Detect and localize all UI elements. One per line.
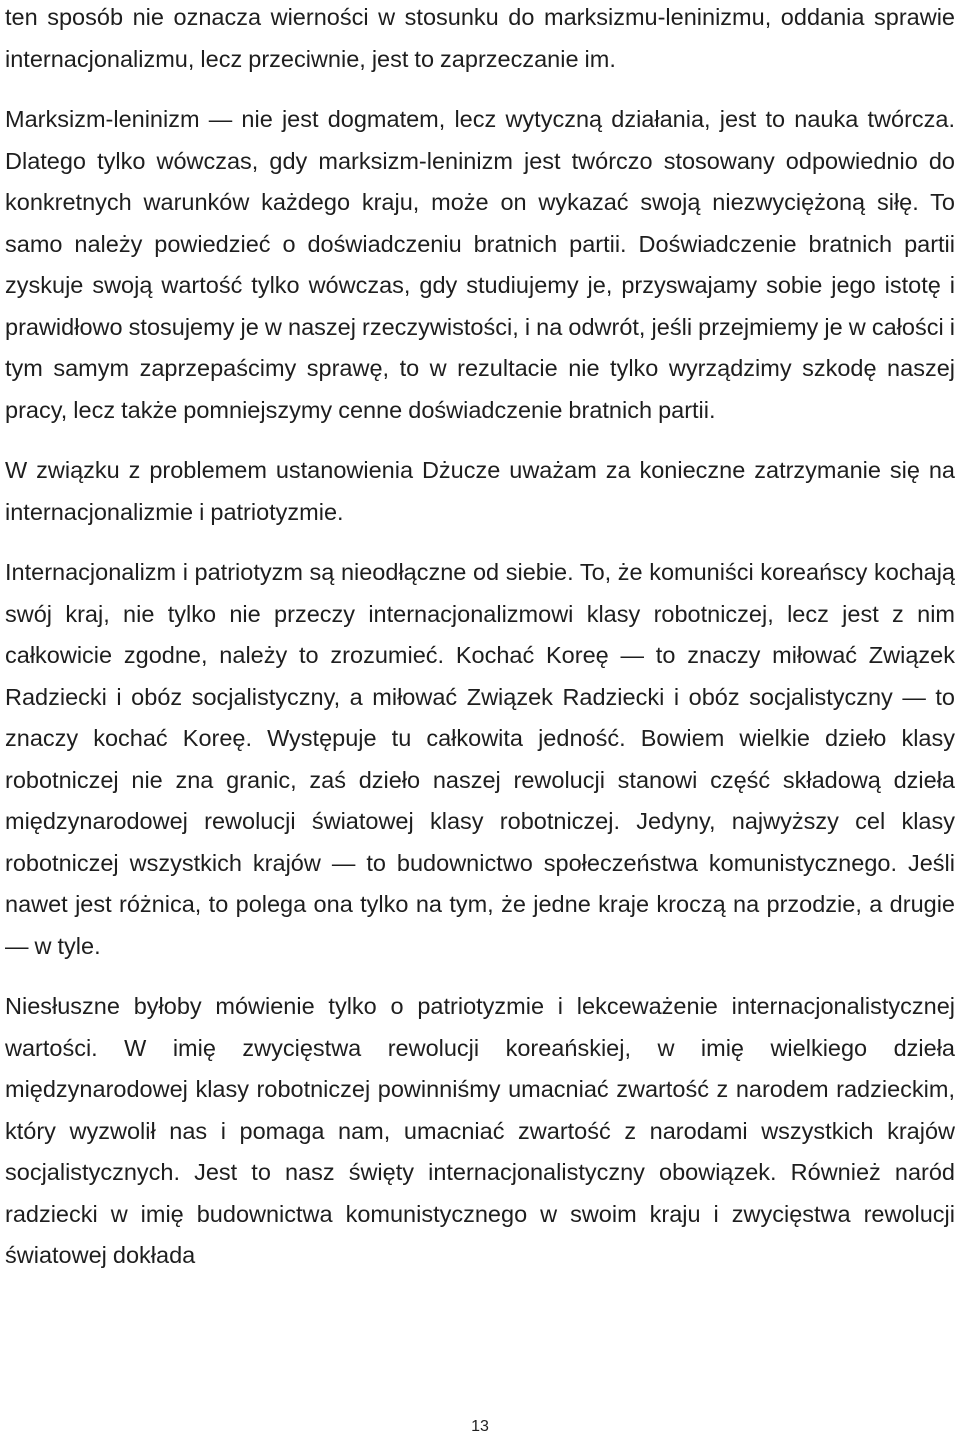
paragraph-5: Niesłuszne byłoby mówienie tylko o patriotyzmie i lekceważenie internacjonalistycznej wartości. W imię zwycięstwa rewolucji koreańskiej, w imię wielkiego dzieła międzynarodowej klasy robotniczej powinniśmy umacniać zwartość z narodem radzieckim, który wyzwolił nas i pomaga nam, umacniać zwartość z narodami wszystkich krajów socjalistycznych. Jest to nasz święty internacjonalistyczny obowiązek. Również naród radziecki w imię budownictwa komunistycznego w swoim kraju i zwycięstwa rewolucji światowej dokłada [5,993,955,1268]
body-text [5,0,955,1277]
paragraph-1: ten sposób nie oznacza wierności w stosunku do marksizmu-leninizmu, oddania sprawie internacjonalizmu, lecz przeciwnie, jest to zaprzeczanie im. [5,4,955,72]
page-number: 13 [471,1418,489,1435]
paragraph-4: Internacjonalizm i patriotyzm są nieodłączne od siebie. To, że komuniści koreańscy kochają swój kraj, nie tylko nie przeczy internacjonalizmowi klasy robotniczej, lecz jest z nim całkowicie zgodne, należy to zrozumieć. Kochać Koreę — to znaczy miłować Związek Radziecki i obóz socjalistyczny, a miłować Związek Radziecki i obóz socjalistyczny — to znaczy kochać Koreę. Występuje tu całkowita jedność. Bowiem wielkie dzieło klasy robotniczej nie zna granic, zaś dzieło naszej rewolucji stanowi część składową dzieła międzynarodowej rewolucji światowej klasy robotniczej. Jedyny, najwyższy cel klasy robotniczej wszystkich krajów — to budownictwo społeczeństwa komunistycznego. Jeśli nawet jest różnica, to polega ona tylko na tym, że jedne kraje kroczą na przodzie, a drugie — w tyle. [5,559,955,959]
paragraph-2: Marksizm-leninizm — nie jest dogmatem, lecz wytyczną działania, jest to nauka twórcza. Dlatego tylko wówczas, gdy marksizm-leninizm jest twórczo stosowany odpowiednio do konkretnych warunków każdego kraju, może on wykazać swoją niezwyciężoną siłę. To samo należy powiedzieć o doświadczeniu bratnich partii. Doświadczenie bratnich partii zyskuje swoją wartość tylko wówczas, gdy studiujemy je, przyswajamy sobie jego istotę i prawidłowo stosujemy je w naszej rzeczywistości, i na odwrót, jeśli przejmiemy je w całości i tym samym zaprzepaścimy sprawę, to w rezultacie nie tylko wyrządzimy szkodę naszej pracy, lecz także pomniejszymy cenne doświadczenie bratnich partii. [5,106,955,423]
paragraph-3: W związku z problemem ustanowienia Dżucze uważam za konieczne zatrzymanie się na internacjonalizmie i patriotyzmie. [5,457,955,525]
